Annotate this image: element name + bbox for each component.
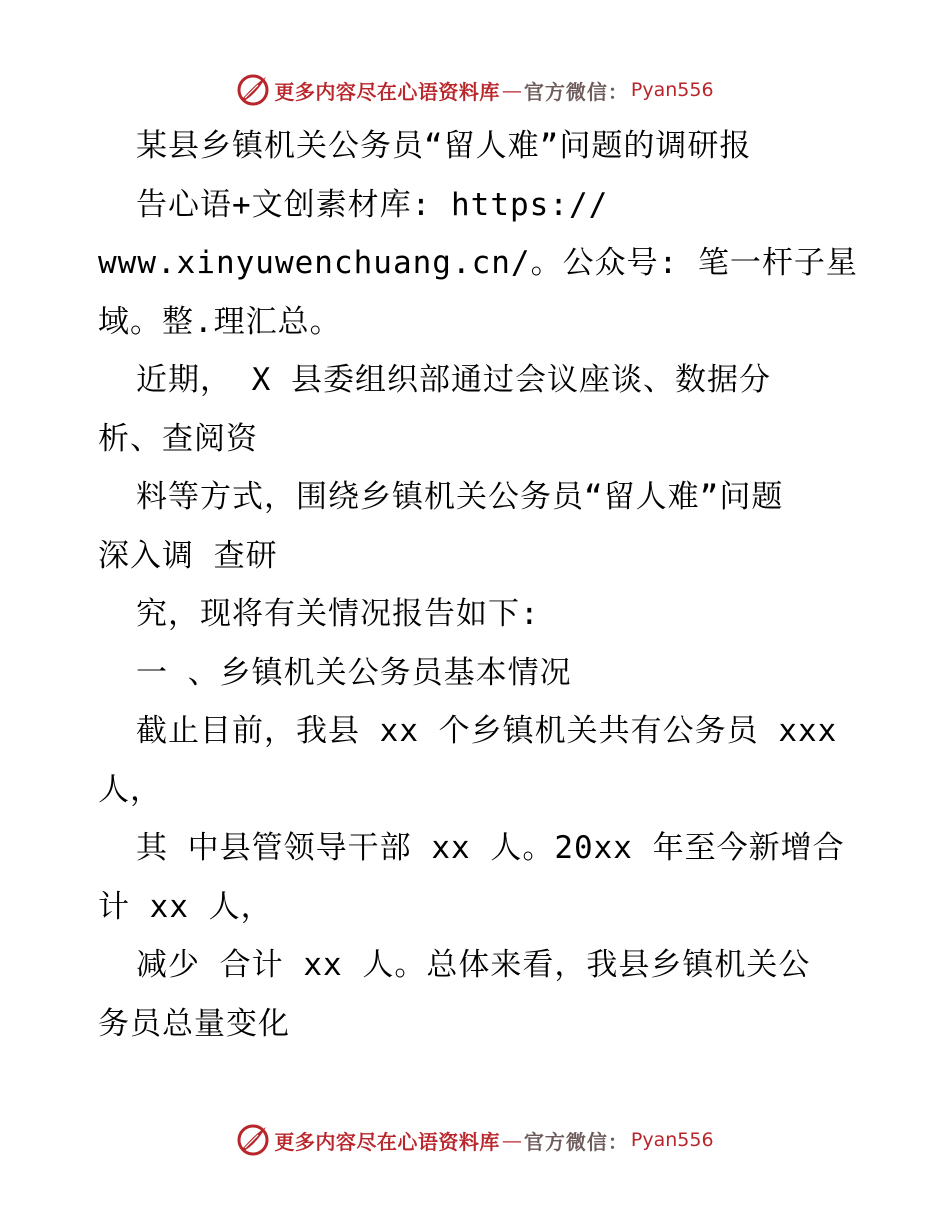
text-line: 人，	[98, 771, 162, 808]
watermark-brand-text: 更多内容尽在心语资料库	[274, 1129, 500, 1154]
document-body	[98, 117, 858, 1053]
text-line: 某县乡镇机关公务员“留人难”问题的调研报	[136, 128, 752, 164]
footer-watermark	[0, 1120, 950, 1160]
text-line: 务员总量变化	[98, 1005, 290, 1042]
watermark-separator: —	[501, 1128, 522, 1152]
text-line: 料等方式，围绕乡镇机关公务员“留人难”问题	[136, 479, 784, 515]
text-line: 截止目前，我县 xx 个乡镇机关共有公务员 xxx	[136, 713, 838, 749]
text-line: 告心语+文创素材库: https://	[136, 186, 609, 223]
watermark-separator: —	[501, 78, 522, 102]
text-line: www.xinyuwenchuang.cn/。公众号: 笔一杆子星	[98, 245, 858, 281]
text-line: 计 xx 人，	[98, 888, 273, 925]
text-line: 深入调 查研	[98, 537, 278, 574]
watermark-wechat-id: Pyan556	[630, 79, 714, 101]
watermark-wechat-label: 官方微信：	[523, 1129, 629, 1154]
header-watermark	[0, 70, 950, 110]
watermark-brand-text: 更多内容尽在心语资料库	[274, 79, 500, 104]
text-line: 近期， X 县委组织部通过会议座谈、数据分	[136, 362, 771, 398]
watermark-wechat-id: Pyan556	[630, 1129, 714, 1151]
text-line: 其 中县管领导干部 xx 人。20xx 年至今新增合	[136, 830, 845, 866]
text-line: 析、查阅资	[98, 420, 258, 457]
feather-pen-logo-icon	[236, 1123, 270, 1157]
feather-pen-logo-icon	[236, 73, 270, 107]
section-heading: 一 、乡镇机关公务员基本情况	[136, 654, 572, 691]
text-line: 究，现将有关情况报告如下:	[136, 596, 540, 632]
watermark-wechat-label: 官方微信：	[523, 79, 629, 104]
text-line: 域。整.理汇总。	[98, 303, 342, 340]
text-line: 减少 合计 xx 人。总体来看，我县乡镇机关公	[136, 947, 811, 983]
